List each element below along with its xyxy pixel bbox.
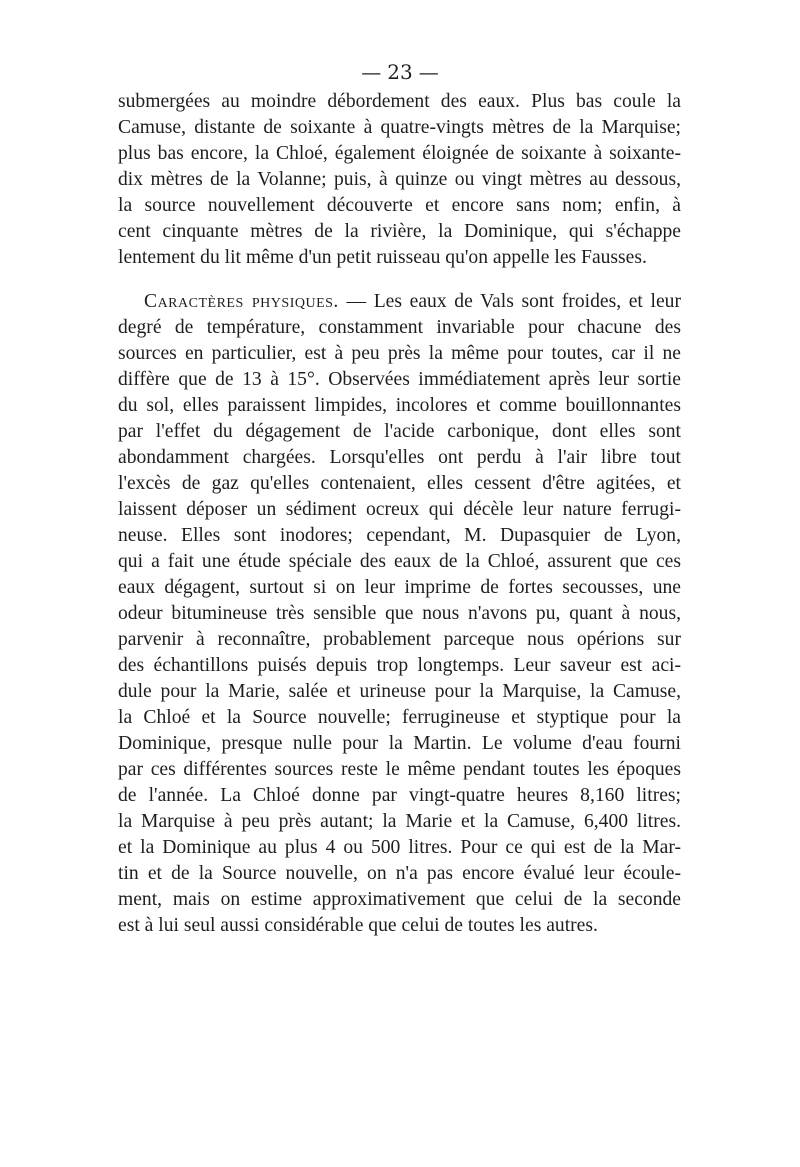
text-line: dix mètres de la Volanne; puis, à quinze ou vingt mètres au dessous, [118, 169, 681, 190]
text-line: la Chloé et la Source nouvelle; ferrugineuse et styptique pour la [118, 707, 681, 728]
text-line: l'excès de gaz qu'elles contenaient, elles cessent d'être agitées, et [118, 473, 681, 494]
text-line: qui a fait une étude spéciale des eaux de la Chloé, assurent que ces [118, 551, 681, 572]
text-line: ment, mais on estime approximativement que celui de la seconde [118, 889, 681, 910]
text-line: degré de température, constamment invariable pour chacune des [118, 317, 681, 338]
text-line: odeur bitumineuse très sensible que nous n'avons pu, quant à nous, [118, 603, 681, 624]
text-line: eaux dégagent, surtout si on leur imprime de fortes secousses, une [118, 577, 681, 598]
text-line: diffère que de 13 à 15°. Observées immédiatement après leur sortie [118, 369, 681, 390]
text-line: submergées au moindre débordement des eaux. Plus bas coule la [118, 91, 681, 112]
text-line: de l'année. La Chloé donne par vingt-quatre heures 8,160 litres; [118, 785, 681, 806]
text-line: neuse. Elles sont inodores; cependant, M. Dupasquier de Lyon, [118, 525, 681, 546]
text-line: par l'effet du dégagement de l'acide carbonique, dont elles sont [118, 421, 681, 442]
text-line [144, 290, 681, 314]
text-line: laissent déposer un sédiment ocreux qui décèle leur nature ferrugi- [118, 499, 681, 520]
text-line: abondamment chargées. Lorsqu'elles ont perdu à l'air libre tout [118, 447, 681, 468]
text-line: la source nouvellement découverte et encore sans nom; enfin, à [118, 195, 681, 216]
text-line: dule pour la Marie, salée et urineuse pour la Marquise, la Camuse, [118, 681, 681, 702]
text-line: et la Dominique au plus 4 ou 500 litres. Pour ce qui est de la Mar- [118, 837, 681, 858]
text-line: des échantillons puisés depuis trop longtemps. Leur saveur est aci- [118, 655, 681, 676]
text-line: par ces différentes sources reste le même pendant toutes les époques [118, 759, 681, 780]
text-line: est à lui seul aussi considérable que celui de toutes les autres. [118, 915, 598, 936]
text-line: plus bas encore, la Chloé, également éloignée de soixante à soixante- [118, 143, 681, 164]
page-number: — 23 — [361, 60, 439, 84]
text-line: Camuse, distante de soixante à quatre-vingts mètres de la Marquise; [118, 117, 681, 138]
text-line: parvenir à reconnaître, probablement parceque nous opérions sur [118, 629, 681, 650]
text-line: sources en particulier, est à peu près la même pour toutes, car il ne [118, 343, 681, 364]
page-number-value: 23 [387, 60, 413, 84]
text-line: tin et de la Source nouvelle, on n'a pas encore évalué leur écoule- [118, 863, 681, 884]
text-line: la Marquise à peu près autant; la Marie et la Camuse, 6,400 litres. [118, 811, 681, 832]
text-line: Dominique, presque nulle pour la Martin. Le volume d'eau fourni [118, 733, 681, 754]
text-line: lentement du lit même d'un petit ruisseau qu'on appelle les Fausses. [118, 247, 647, 268]
section-heading: Caractères physiques. [144, 291, 339, 312]
text-line: cent cinquante mètres de la rivière, la Dominique, qui s'échappe [118, 221, 681, 242]
text-line: du sol, elles paraissent limpides, incolores et comme bouillonnantes [118, 395, 681, 416]
text-line-rest: — Les eaux de Vals sont froides, et leur [338, 291, 681, 312]
